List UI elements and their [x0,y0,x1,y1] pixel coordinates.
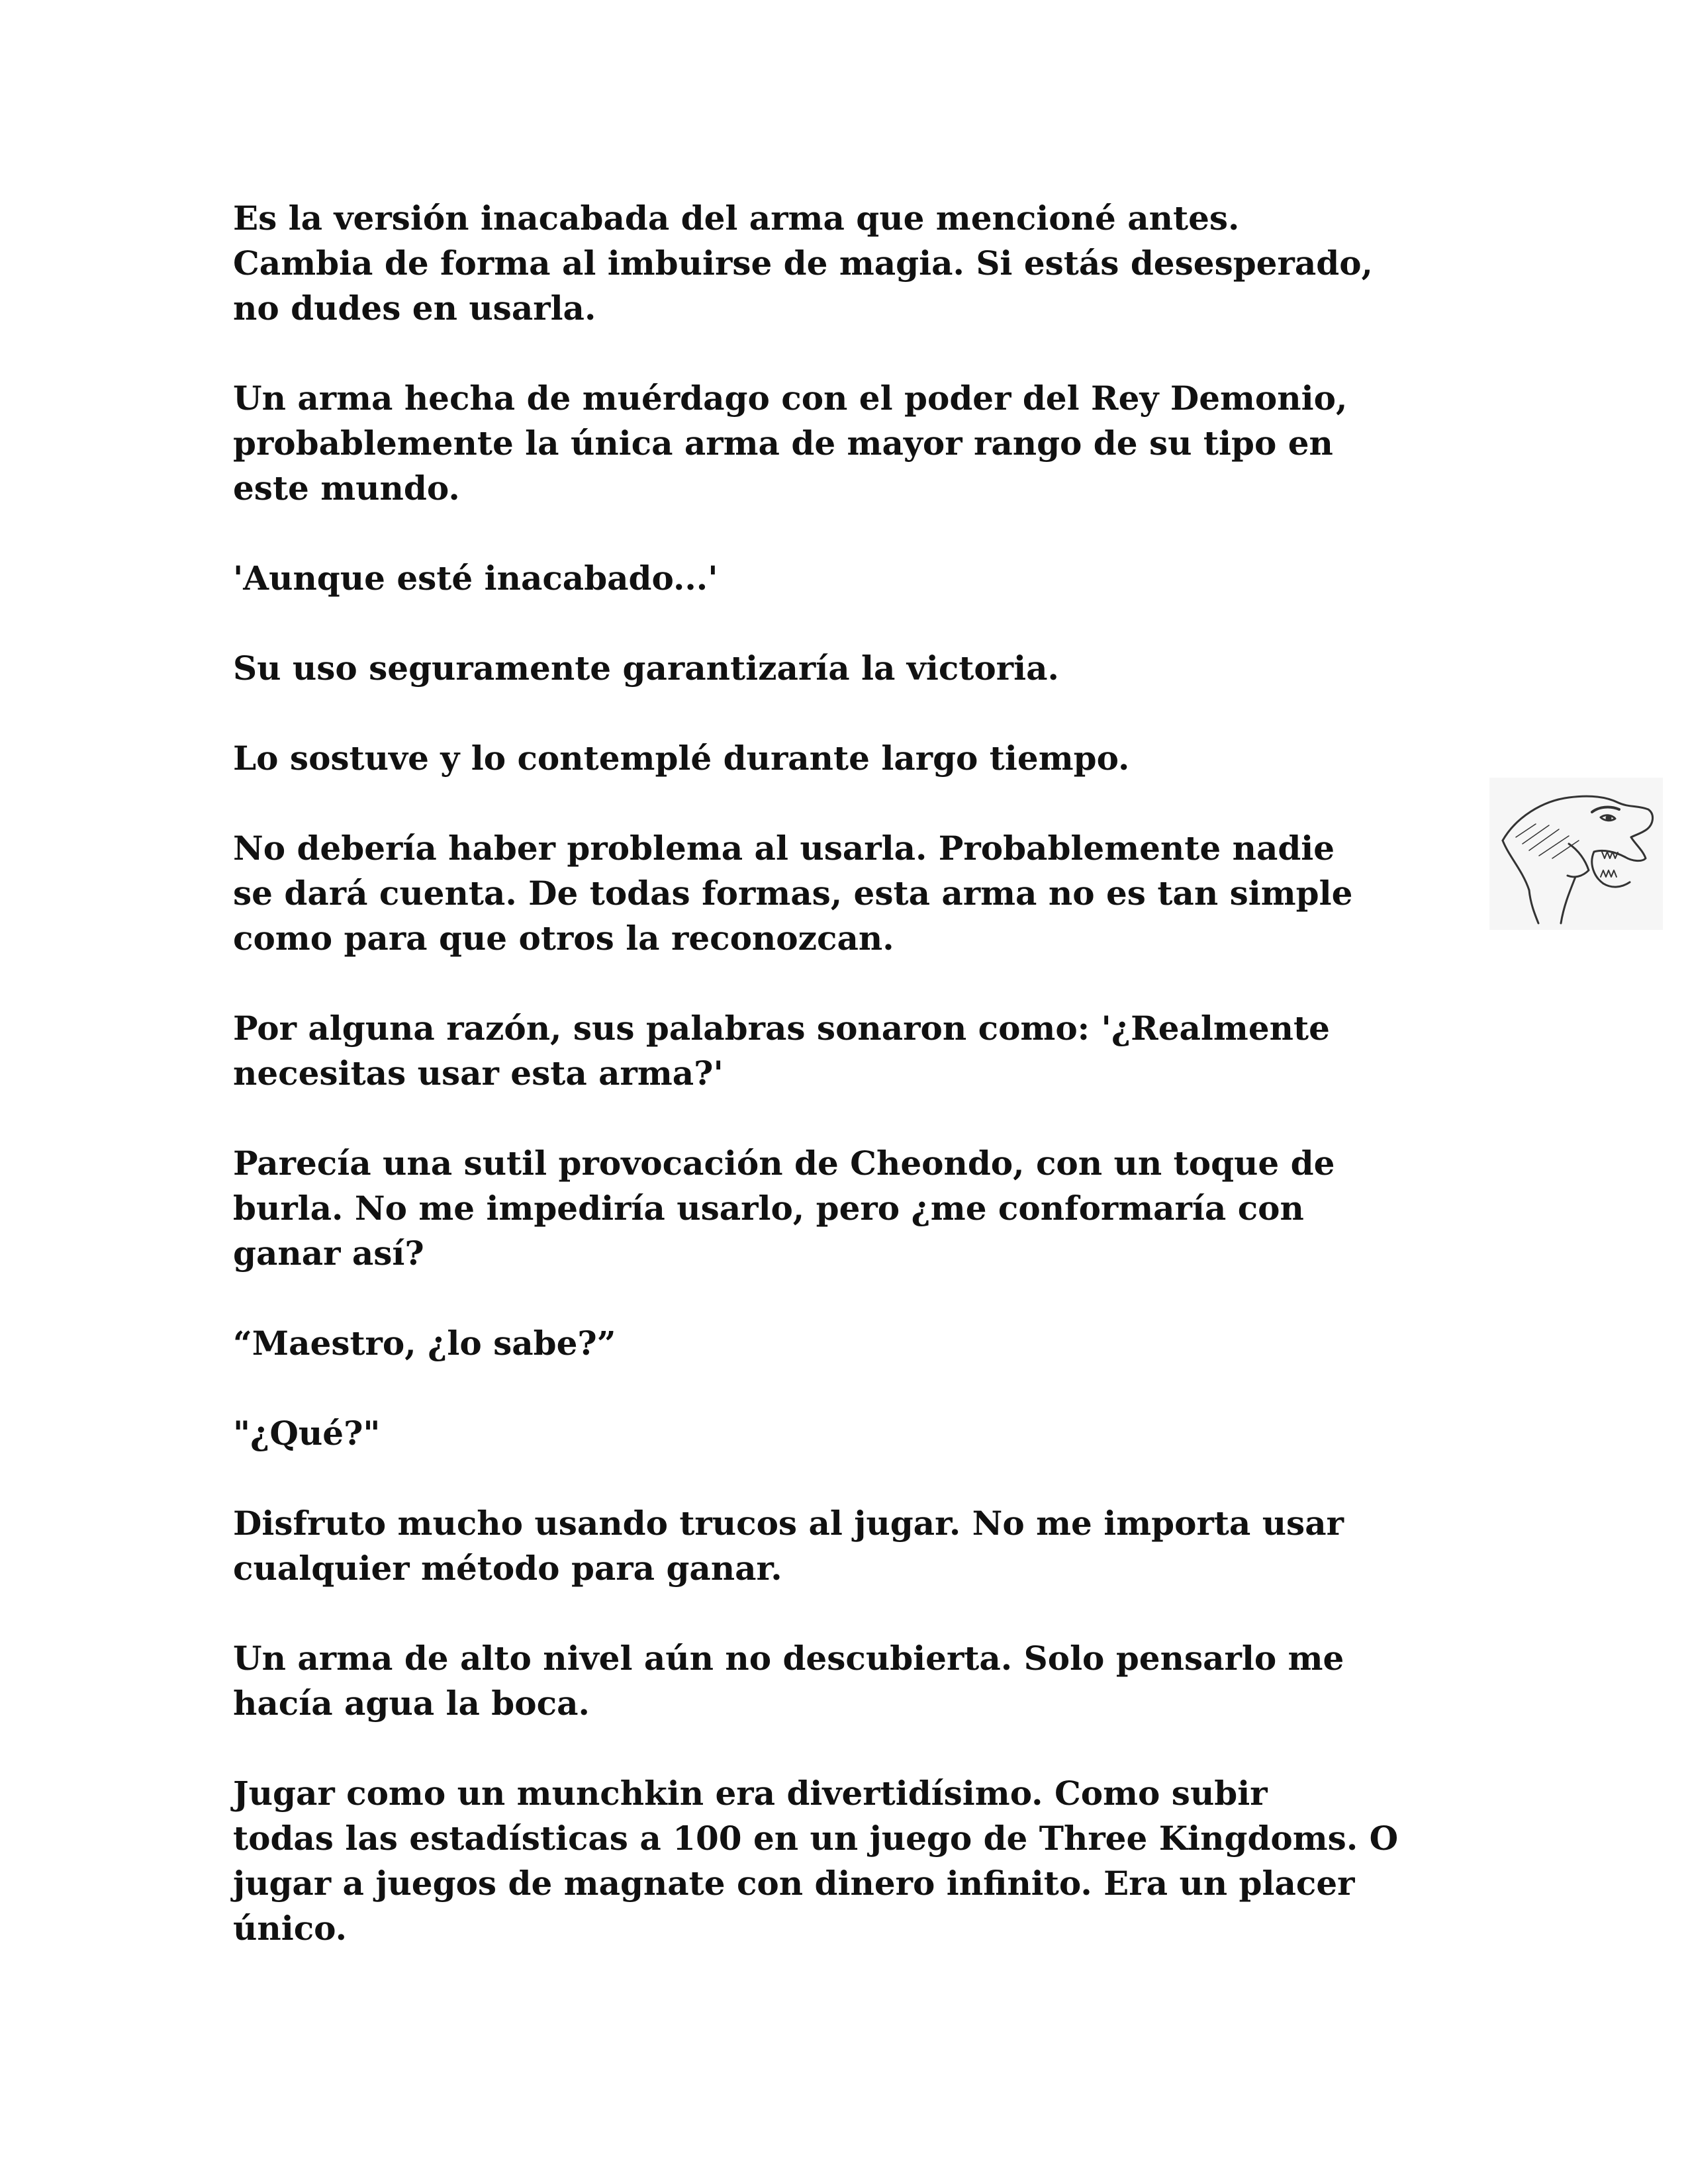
paragraph-2: Un arma hecha de muérdago con el poder del Rey Demonio, probablemente la única arma de mayor rango de su tipo en este mundo. [233,379,1348,508]
text-body [233,196,1477,1996]
paragraph-4: Su uso seguramente garantizaría la victoria. [233,649,1059,688]
paragraph-1: Es la versión inacabada del arma que mencioné antes. Cambia de forma al imbuirse de magia. Si estás desesperado, no dudes en usarla. [233,199,1373,328]
paragraph-3: 'Aunque esté inacabado...' [233,559,718,598]
paragraph-7: Por alguna razón, sus palabras sonaron como: '¿Realmente necesitas usar esta arma?' [233,1009,1330,1093]
paragraph-10: "¿Qué?" [233,1414,381,1453]
paragraph-8: Parecía una sutil provocación de Cheondo, con un toque de burla. No me impediría usarlo, pero ¿me conformaría con ganar así? [233,1144,1335,1273]
paragraph-13: Jugar como un munchkin era divertidísimo. Como subir todas las estadísticas a 100 en un juego de Three Kingdoms. O jugar a juegos de magnate con dinero infinito. Era un placer único. [233,1774,1399,1948]
paragraph-9: “Maestro, ¿lo sabe?” [233,1324,616,1363]
paragraph-11: Disfruto mucho usando trucos al jugar. No me importa usar cualquier método para ganar. [233,1504,1344,1588]
paragraph-12: Un arma de alto nivel aún no descubierta. Solo pensarlo me hacía agua la boca. [233,1639,1344,1723]
paragraph-6: No debería haber problema al usarla. Probablemente nadie se dará cuenta. De todas formas, esta arma no es tan simple como para que otros la reconozcan. [233,829,1353,958]
paragraph-5: Lo sostuve y lo contemplé durante largo tiempo. [233,739,1130,778]
dinosaur-sketch-icon [1489,778,1663,930]
